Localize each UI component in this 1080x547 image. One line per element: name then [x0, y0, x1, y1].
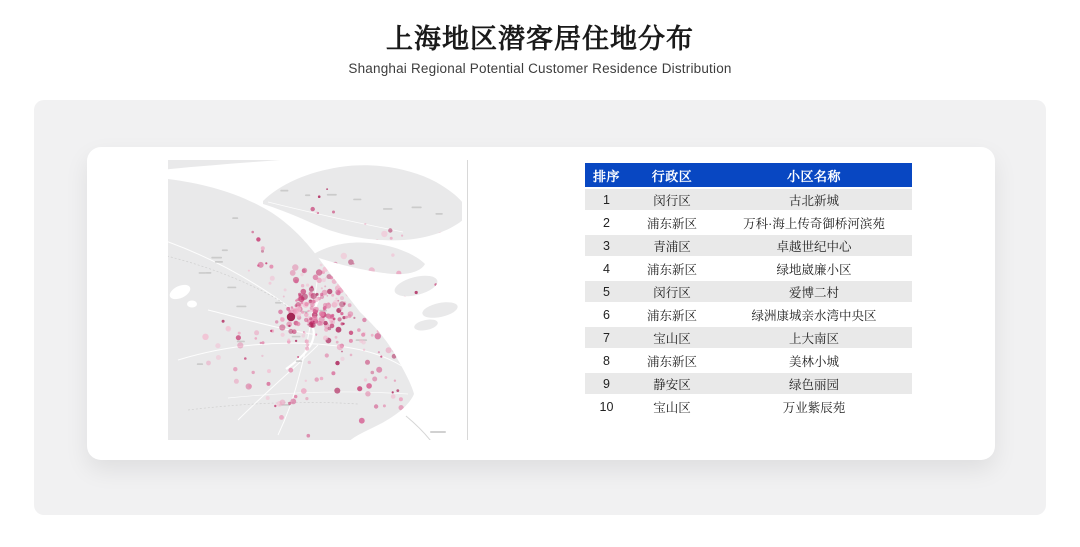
- district-cell: 宝山区: [628, 395, 716, 418]
- table-row: [585, 303, 912, 326]
- district-cell: 青浦区: [628, 234, 716, 257]
- page-subtitle: Shanghai Regional Potential Customer Residence Distribution: [348, 61, 732, 76]
- district-cell: 浦东新区: [628, 257, 716, 280]
- table-row: [585, 234, 912, 257]
- content-panel: [34, 100, 1046, 515]
- community-cell: 绿地崴廉小区: [716, 257, 912, 280]
- table-row: [585, 372, 912, 395]
- table-row: [585, 257, 912, 280]
- rank-cell: 1: [585, 188, 628, 211]
- rank-cell: 8: [585, 349, 628, 372]
- district-cell: 浦东新区: [628, 211, 716, 234]
- ranking-table: [585, 163, 912, 419]
- table-row: [585, 188, 912, 211]
- community-cell: 爱博二村: [716, 280, 912, 303]
- rank-cell: 10: [585, 395, 628, 418]
- rank-cell: 7: [585, 326, 628, 349]
- table-header-row: [585, 163, 912, 188]
- district-cell: 闵行区: [628, 188, 716, 211]
- table-row: [585, 395, 912, 418]
- table-body: [585, 188, 912, 418]
- district-cell: 浦东新区: [628, 303, 716, 326]
- community-cell: 绿色丽园: [716, 372, 912, 395]
- page-title: 上海地区潜客居住地分布: [386, 24, 694, 54]
- district-cell: 静安区: [628, 372, 716, 395]
- table-row: [585, 280, 912, 303]
- rank-cell: 6: [585, 303, 628, 326]
- community-cell: 绿洲康城亲水湾中央区: [716, 303, 912, 326]
- rank-cell: 2: [585, 211, 628, 234]
- rank-cell: 4: [585, 257, 628, 280]
- rank-cell: 5: [585, 280, 628, 303]
- col-header-district: 行政区: [628, 163, 716, 188]
- vertical-divider: [467, 160, 468, 440]
- map-attribution-mark: [430, 431, 446, 433]
- content-card: [87, 147, 995, 460]
- col-header-community: 小区名称: [716, 163, 912, 188]
- table-row: [585, 326, 912, 349]
- table-row: [585, 349, 912, 372]
- table-row: [585, 211, 912, 234]
- community-cell: 万科·海上传奇御桥河滨苑: [716, 211, 912, 234]
- community-cell: 古北新城: [716, 188, 912, 211]
- page-header: [0, 24, 1080, 77]
- shanghai-map-svg: [168, 160, 462, 440]
- district-cell: 宝山区: [628, 326, 716, 349]
- rank-cell: 9: [585, 372, 628, 395]
- rank-cell: 3: [585, 234, 628, 257]
- shanghai-map: [168, 160, 462, 440]
- community-cell: 卓越世纪中心: [716, 234, 912, 257]
- col-header-rank: 排序: [585, 163, 628, 188]
- community-cell: 上大南区: [716, 326, 912, 349]
- sea-bridge-line: [406, 416, 436, 440]
- district-cell: 闵行区: [628, 280, 716, 303]
- highlight-dot: [287, 313, 295, 321]
- district-cell: 浦东新区: [628, 349, 716, 372]
- community-cell: 万业紫辰苑: [716, 395, 912, 418]
- community-cell: 美林小城: [716, 349, 912, 372]
